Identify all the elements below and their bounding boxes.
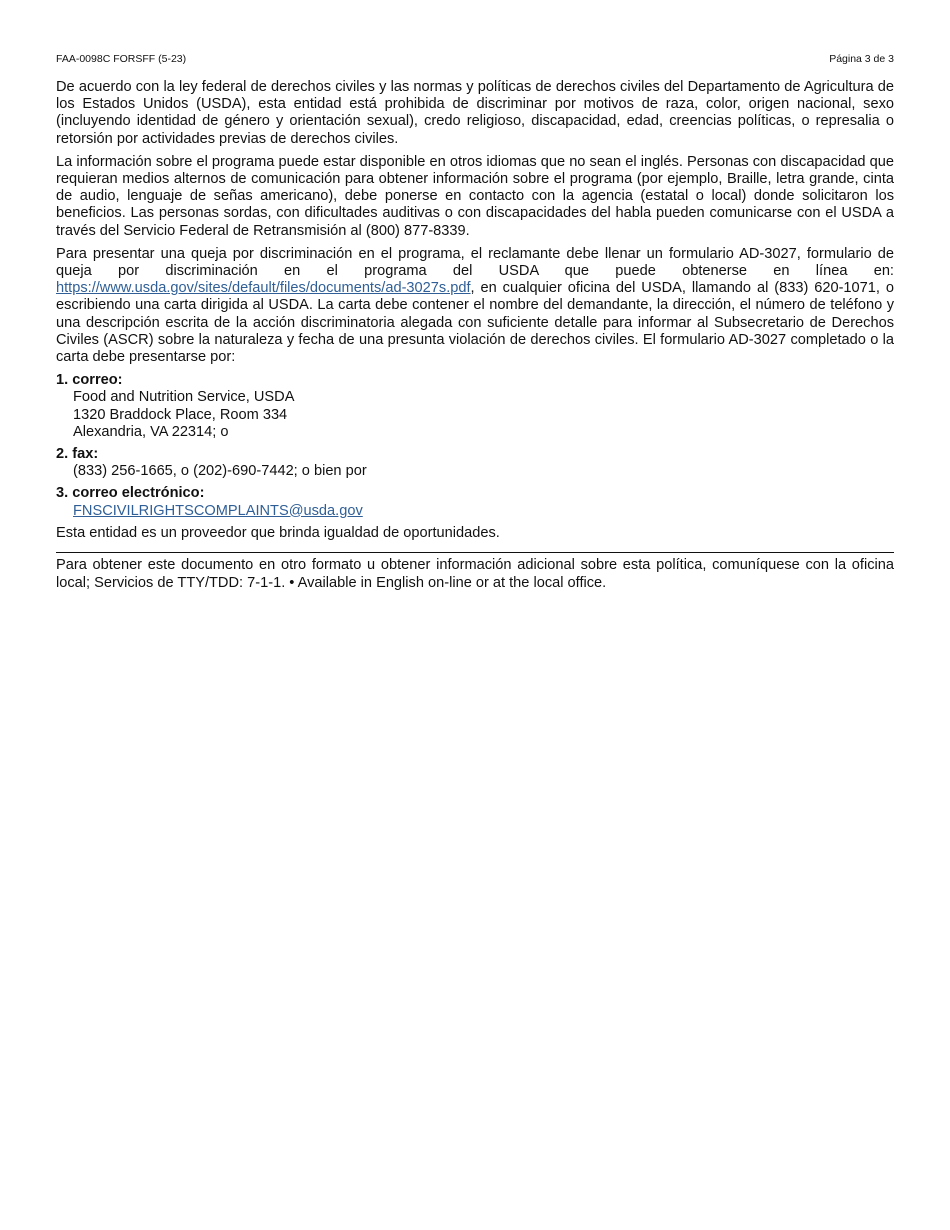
mail-address-line: 1320 Braddock Place, Room 334 [73, 406, 288, 423]
method-title: correo electrónico: [72, 485, 205, 502]
footer-divider [56, 552, 894, 553]
method-title: correo: [72, 372, 123, 389]
nondiscrimination-paragraph: De acuerdo con la ley federal de derechos civiles y las normas y políticas de derechos civiles del Departamento de Agricultura de los Estados Unidos (USDA), esta entidad está prohibida de discriminar por motivos de raza, color, origen nacional, sexo (incluyendo identidad de género y orientación sexual), credo religioso, discapacidad, edad, creencias políticas, o represalia o retorsión por actividades previas de derechos civiles. [56, 79, 894, 147]
page-number: Página 3 de 3 [829, 53, 894, 65]
method-title: fax: [72, 446, 99, 463]
ad-3027-form-link[interactable]: https://www.usda.gov/sites/default/files/documents/ad-3027s.pdf [56, 280, 471, 297]
method-email [56, 485, 894, 519]
method-number: 1. [56, 372, 69, 389]
mail-address-line: Food and Nutrition Service, USDA [73, 389, 295, 406]
page-header [56, 52, 894, 66]
equal-opportunity-statement: Esta entidad es un proveedor que brinda igualdad de oportunidades. [56, 524, 500, 541]
form-id: FAA-0098C FORSFF (5-23) [56, 53, 187, 65]
method-mail [56, 372, 894, 441]
complaint-text-before: Para presentar una queja por discriminación en el programa, el reclamante debe llenar un formulario AD-3027, formulario de queja por discriminación en el programa del USDA que puede obtenerse en línea en: [56, 245, 894, 280]
fax-numbers: (833) 256-1665, o (202)-690-7442; o bien por [73, 463, 367, 480]
complaint-paragraph [56, 246, 894, 366]
footer-note: Para obtener este documento en otro formato u obtener información adicional sobre esta política, comuníquese con la oficina local; Servicios de TTY/TDD: 7-1-1. • Available in English on-line or at the local office. [56, 557, 894, 591]
method-number: 3. [56, 485, 69, 502]
mail-address-line: Alexandria, VA 22314; o [73, 423, 229, 440]
method-fax [56, 446, 894, 480]
language-accessibility-paragraph: La información sobre el programa puede estar disponible en otros idiomas que no sean el inglés. Personas con discapacidad que requieran medios alternos de comunicación para obtener información sobre el programa (por ejemplo, Braille, letra grande, cinta de audio, lenguaje de señas americano), debe ponerse en contacto con la agencia (estatal o local) donde solicitaron los beneficios. Las personas sordas, con dificultades auditivas o con discapacidades del habla pueden comunicarse con el USDA a través del Servicio Federal de Retransmisión al (800) 877-8339. [56, 153, 894, 239]
complaints-email-link[interactable]: FNSCIVILRIGHTSCOMPLAINTS@usda.gov [73, 502, 363, 519]
complaint-text-after: , en cualquier oficina del USDA, llamando al (833) 620-1071, o escribiendo una carta dirigida al USDA. La carta debe contener el nombre del demandante, la dirección, el número de teléfono y una descripción escrita de la acción discriminatoria alegada con suficiente detalle para informar al Subsecretario de Derechos Civiles (ASCR) sobre la naturaleza y fecha de una presunta violación de derechos civiles. El formulario AD-3027 completado o la carta debe presentarse por: [56, 280, 894, 366]
method-number: 2. [56, 446, 69, 463]
